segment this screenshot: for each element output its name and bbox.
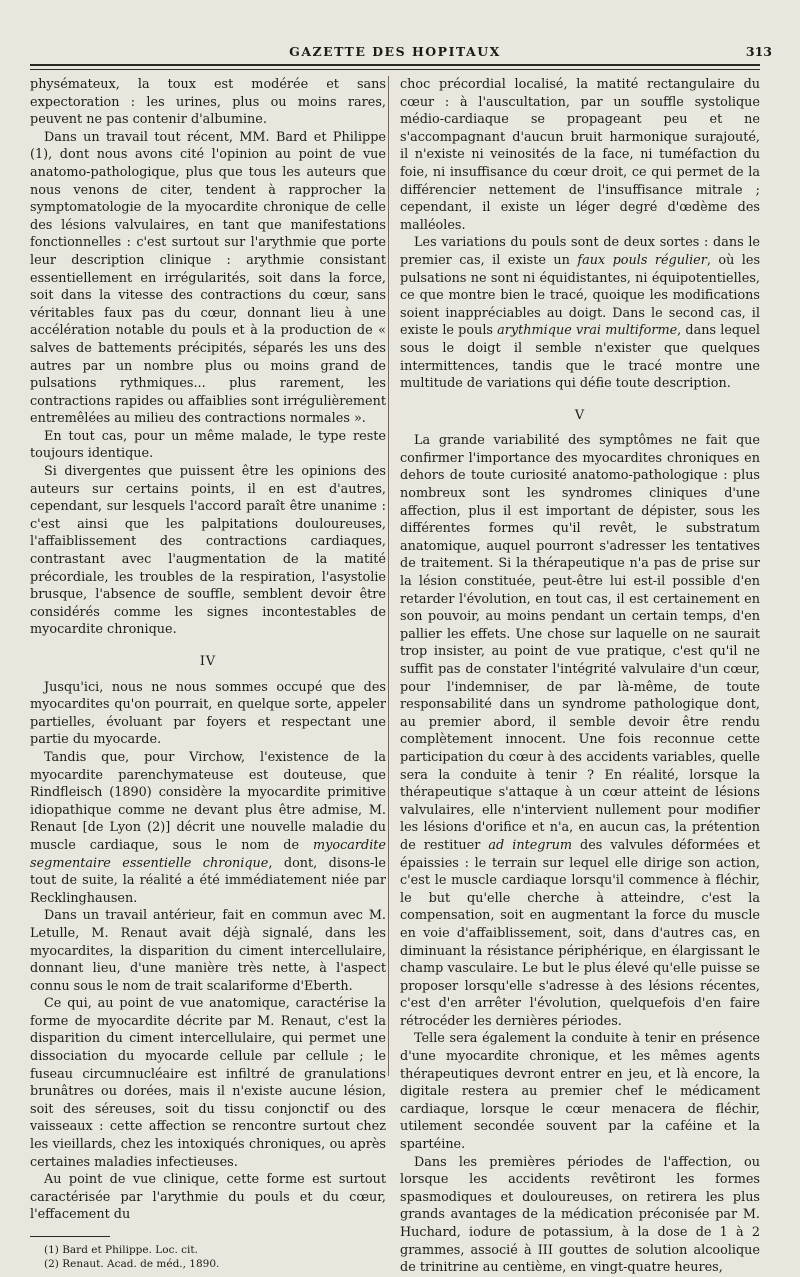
paragraph: choc précordial localisé, la matité rectangulaire du cœur : à l'auscultation, par un souffle systolique médio-cardiaque se propageant peu et ne s'accompagnant d'aucun bruit harmonique surajouté, il n'existe ni veinosités de la face, ni tuméfaction du foie, ni insuffisance du cœur droit, ce qui permet de la différencier nettement de l'insuffisance mitrale ; cependant, il existe un léger degré d'œdème des malléoles. (400, 77, 760, 233)
italic-term: faux pouls régulier (577, 252, 707, 268)
paragraph (400, 432, 760, 1030)
text-run: Les variations du pouls sont de deux sortes : dans le premier cas, il existe un (400, 235, 760, 268)
paragraph: Telle sera également la conduite à tenir en présence d'une myocardite chronique, et les mêmes agents thérapeutiques devront entrer en jeu, et là encore, la digitale restera au premier chef le médicament cardiaque, lorsque le cœur menacera de fléchir, utilement secondée souvent par la caféine et la spartéine. (400, 1031, 760, 1153)
paragraph: Si divergentes que puissent être les opinions des auteurs sur certains points, il en est d'autres, cependant, sur lesquels l'accord paraît être unanime : c'est ainsi que les palpitations douloureuses, l'affaiblissement des contractions cardiaques, contrastant avec l'augmentation de la matité précordiale, les troubles de la respiration, l'asystolie brusque, l'absence de souffle, semblent devoir être considérés comme les signes incontestables de myocardite chronique. (30, 464, 386, 638)
header-rule-thick (30, 64, 760, 66)
section-heading: IV (199, 654, 217, 669)
paragraph: Dans les premières périodes de l'affection, ou lorsque les accidents revêtiront les formes spasmodiques et douloureuses, on retirera les plus grands avantages de la médication préconisée par M. Huchard, iodure de potassium, à la dose de 1 à 2 grammes, associé à III gouttes de solution alcoolique de trinitrine au centième, en vingt-quatre heures, (400, 1154, 760, 1276)
right-column (400, 76, 760, 1277)
header-rule-thin (30, 69, 760, 70)
paragraph: Dans un travail antérieur, fait en commun avec M. Letulle, M. Renaut avait déjà signalé, dans les myocardites, la disparition du ciment intercellulaire, donnant lieu, d'une manière très nette, à l'aspect connu sous le nom de trait scalariforme d'Eberth. (30, 908, 386, 994)
paragraph: En tout cas, pour un même malade, le type reste toujours identique. (30, 428, 386, 462)
text-run: , dans lequel sous le doigt il semble n'exister que quelques intermittences, tandis que le tracé montre une multitude de variations qui défie toute description. (400, 323, 760, 392)
page-number: 313 (745, 44, 772, 59)
paragraph: Ce qui, au point de vue anatomique, caractérise la forme de myocardite décrite par M. Renaut, c'est la disparition du ciment intercellulaire, qui permet une dissociation du myocarde cellule par cellule ; le fuseau circumnucléaire est infiltré de granulations brunâtres ou dorées, mais il n'existe aucune lésion, soit des séreuses, soit du tissu conjonctif ou des vaisseaux : cette affection se rencontre surtout chez les vieillards, chez les intoxiqués chroniques, ou après certaines maladies infectieuses. (30, 996, 386, 1170)
paragraph: physémateux, la toux est modérée et sans expectoration : les urines, plus ou moins rares, peuvent ne pas contenir d'albumine. (30, 77, 386, 128)
text-run: des valvules déformées et épaissies : le terrain sur lequel elle dirige son action, c'est le muscle cardiaque lorsqu'il commence à fléchir, le but qu'elle cherche à atteindre, c'est la compensation, soit en augmentant la force du muscle en voie d'affaiblissement, soit, dans d'autres cas, en diminuant la résistance périphérique, en élargissant le champ vasculaire. Le but le plus élevé qu'elle puisse se proposer lorsqu'elle s'adresse à des lésions récentes, c'est d'en arrêter l'évolution, quelquefois d'en faire rétrocéder les dernières périodes. (400, 837, 761, 1029)
running-title: GAZETTE DES HOPITAUX (289, 44, 501, 59)
footnote-rule (30, 1236, 110, 1237)
section-heading: V (574, 407, 586, 423)
paragraph (30, 749, 386, 907)
italic-term: myocardite segmentaire essentielle chronique (30, 837, 386, 871)
left-column (30, 76, 386, 1271)
paragraph: Au point de vue clinique, cette forme est surtout caractérisée par l'arythmie du pouls et du cœur, l'effacement du (30, 1172, 386, 1223)
text-run: , dont, disons-le tout de suite, la réalité a été immédiatement niée par Recklinghausen. (30, 855, 387, 906)
column-divider (388, 76, 389, 1076)
text-run: , où les pulsations ne sont ni équidistantes, ni équipotentielles, ce que montre bien le tracé, quoique les modifications soient inappréciables au doigt. Dans le second cas, il existe le pouls (400, 252, 761, 339)
footnote: (2) Renaut. Acad. de méd., 1890. (44, 1258, 220, 1270)
italic-term: arythmique vrai multiforme (497, 323, 678, 339)
paragraph (400, 234, 760, 392)
page-header (30, 44, 772, 64)
italic-term: ad integrum (488, 837, 572, 853)
text-run: La grande variabilité des symptômes ne fait que confirmer l'importance des myocardites chroniques en dehors de toute curiosité anatomo-pathologique : plus nombreux sont les syndromes cliniques d'une affection, plus il est important de dépister, sous les différentes formes qu'il revêt, le substratum anatomique, auquel pourront s'adresser les tentatives de traitement. Si la thérapeutique n'a pas de prise sur la lésion constituée, peut-être lui est-il possible d'en retarder l'évolution, en tout cas, il est certainement en son pouvoir, au moins pendant un certain temps, d'en pallier les effets. Une chose sur laquelle on ne saurait trop insister, au point de vue pratique, c'est qu'il ne suffit pas de constater l'intégrité valvulaire d'un cœur, pour l'indemniser, de par là-même, de toute responsabilité dans un syndrome pathologique dont, au premier abord, il semble devoir être rendu complètement innocent. Une fois reconnue cette participation du cœur à des accidents variables, quelle sera la conduite à tenir ? En réalité, lorsque la thérapeutique s'attaque à un cœur atteint de lésions valvulaires, elle n'intervient nullement pour modifier les lésions d'orifice et n'a, en aucun cas, la prétention de restituer (400, 433, 760, 853)
paragraph: Dans un travail tout récent, MM. Bard et Philippe (1), dont nous avons cité l'opinion au point de vue anatomo-pathologique, plus que tous les auteurs que nous venons de citer, tendent à rapprocher la symptomatologie de la myocardite chronique de celle des lésions valvulaires, en tant que manifestations fonctionnelles : c'est surtout sur l'arythmie que porte leur description clinique : arythmie consistant essentiellement en irrégularités, soit dans la force, soit dans la vitesse des contractions du cœur, sans véritables faux pas du cœur, donnant lieu à une accélération notable du pouls et à la production de « salves de battements précipités, séparés les uns des autres par un nombre plus ou moins grand de pulsations rythmiques... plus rarement, les contractions rapides ou affaiblies sont irrégulièrement entremêlées au milieu des contractions normales ». (30, 129, 386, 427)
paragraph: Jusqu'ici, nous ne nous sommes occupé que des myocardites qu'on pourrait, en quelque sorte, appeler partielles, évoluant par foyers et respectant une partie du myocarde. (30, 679, 386, 748)
text-run: Tandis que, pour Virchow, l'existence de la myocardite parenchymateuse est douteuse, que Rindfleisch (1890) considère la myocardite primitive idiopathique comme ne devant plus être admise, M. Renaut [de Lyon (2)] décrit une nouvelle maladie du muscle cardiaque, sous le nom de (30, 749, 386, 853)
footnote: (1) Bard et Philippe. Loc. cit. (44, 1244, 198, 1256)
